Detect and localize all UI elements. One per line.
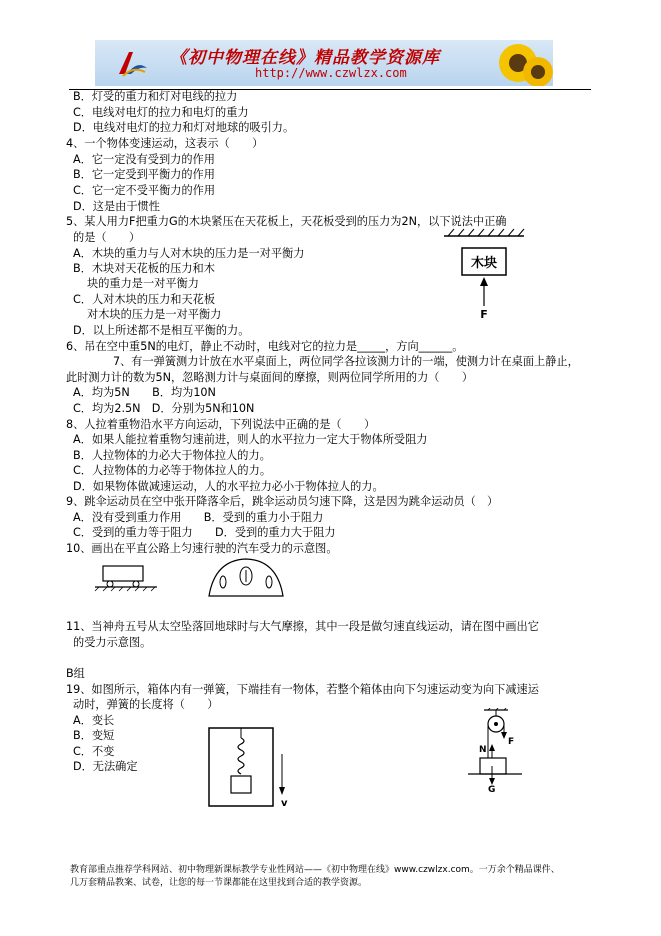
option-line: D．以上所述都不是相互平衡的力。	[73, 324, 250, 337]
header-banner	[95, 40, 553, 86]
option-line: C．不变	[73, 745, 115, 758]
wood-block-label: 木块	[470, 256, 498, 271]
pulley-n-label: N	[479, 745, 487, 755]
option-line: 块的重力是一对平衡力	[87, 277, 199, 290]
option-line: D．这是由于惯性	[73, 200, 160, 213]
option-line: C．它一定不受平衡力的作用	[73, 184, 216, 197]
option-line: A．变长	[73, 714, 115, 727]
banner-title: 《初中物理在线》精品教学资源库	[170, 48, 440, 68]
spring-box-figure	[205, 724, 295, 810]
pulley-f-label: F	[508, 737, 515, 747]
option-line: B．人拉物体的力必大于物体拉人的力。	[73, 449, 271, 462]
option-line: 对木块的压力是一对平衡力	[87, 308, 222, 321]
option-line: A．没有受到重力作用 B．受到的重力小于阻力	[73, 511, 324, 524]
question-5: 5、某人用力F把重力G的木块紧压在天花板上，天花板受到的压力为2N，以下说法中正确	[66, 215, 507, 228]
option-line: A．均为5N B．均为10N	[73, 386, 216, 399]
site-logo-icon	[115, 46, 149, 80]
question-11: 11、当神舟五号从太空坠落回地球时与大气摩擦，其中一段是做匀速直线运动，请在图中画出它	[66, 620, 539, 633]
option-line: B．木块对天花板的压力和木	[73, 262, 215, 275]
option-line: C．均为2.5N D．分别为5N和10N	[73, 402, 255, 415]
arrow-down-icon	[279, 787, 285, 795]
question-10: 10、画出在平直公路上匀速行驶的汽车受力的示意图。	[66, 542, 338, 555]
option-line: A．如果人能拉着重物匀速前进，则人的水平拉力一定大于物体所受阻力	[73, 433, 428, 446]
text-line: 此时测力计的数为5N，忽略测力计与桌面间的摩擦，则两位同学所用的力（ ）	[66, 371, 474, 384]
text-line: B．灯受的重力和灯对电线的拉力	[73, 90, 238, 103]
question-8: 8、人拉着重物沿水平方向运动，下列说法中正确的是（ ）	[66, 418, 376, 431]
footer-line: 几万套精品教案、试卷，让您的每一节课都能在这里找到合适的教学资源。	[70, 878, 368, 888]
arrow-up-icon	[480, 277, 488, 286]
text-line: D．电线对电灯的拉力和灯对地球的吸引力。	[73, 121, 295, 134]
text-line: C．电线对电灯的拉力和电灯的重力	[73, 106, 249, 119]
question-7: 7、有一弹簧测力计放在水平桌面上，两位同学各拉该测力计的一端，使测力计在桌面上静止，	[113, 355, 579, 368]
option-line: B．变短	[73, 729, 115, 742]
text-line: 动时，弹簧的长度将（ ）	[73, 698, 219, 711]
question-4: 4、一个物体变速运动，这表示（ ）	[66, 137, 264, 150]
sunflower-icon	[520, 54, 553, 86]
capsule-figure	[205, 556, 287, 600]
arrow-down-icon	[489, 778, 495, 785]
section-b-heading: B组	[66, 667, 85, 680]
question-19: 19、如图所示，箱体内有一弹簧，下端挂有一物体，若整个箱体由向下匀速运动变为向下减速运	[66, 683, 539, 696]
footer-line: 教育部重点推荐学科网站、初中物理新课标教学专业性网站——《初中物理在线》www.czwlzx.com。一万余个精品课件、	[70, 865, 560, 875]
velocity-label: v	[281, 798, 288, 809]
option-line: A．它一定没有受到力的作用	[73, 153, 215, 166]
option-line: D．无法确定	[73, 760, 138, 773]
option-line: C．受到的重力等于阻力 D．受到的重力大于阻力	[73, 526, 336, 539]
text-line: 的受力示意图。	[73, 636, 152, 649]
option-line: C．人拉物体的力必等于物体拉人的力。	[73, 464, 272, 477]
arrow-up-icon	[489, 744, 495, 751]
question-9: 9、跳伞运动员在空中张开降落伞后，跳伞运动员匀速下降，这是因为跳伞运动员（ ）	[66, 495, 499, 508]
pulley-figure	[462, 708, 526, 792]
option-line: D．如果物体做减速运动，人的水平拉力必小于物体拉人的力。	[73, 480, 384, 493]
text-line: 的是（ ）	[73, 231, 141, 244]
cart-figure	[65, 558, 160, 592]
question-6: 6、吊在空中重5N的电灯，静止不动时，电线对它的拉力是_____，方向______。	[66, 340, 464, 353]
arrow-down-icon	[501, 732, 507, 739]
force-label: F	[480, 308, 488, 320]
wood-block-figure	[438, 228, 528, 320]
option-line: A．木块的重力与人对木块的压力是一对平衡力	[73, 247, 305, 260]
option-line: C．人对木块的压力和天花板	[73, 293, 216, 306]
pulley-g-label: G	[488, 785, 496, 792]
banner-url[interactable]: http://www.czwlzx.com	[255, 66, 407, 80]
option-line: B．它一定受到平衡力的作用	[73, 168, 215, 181]
